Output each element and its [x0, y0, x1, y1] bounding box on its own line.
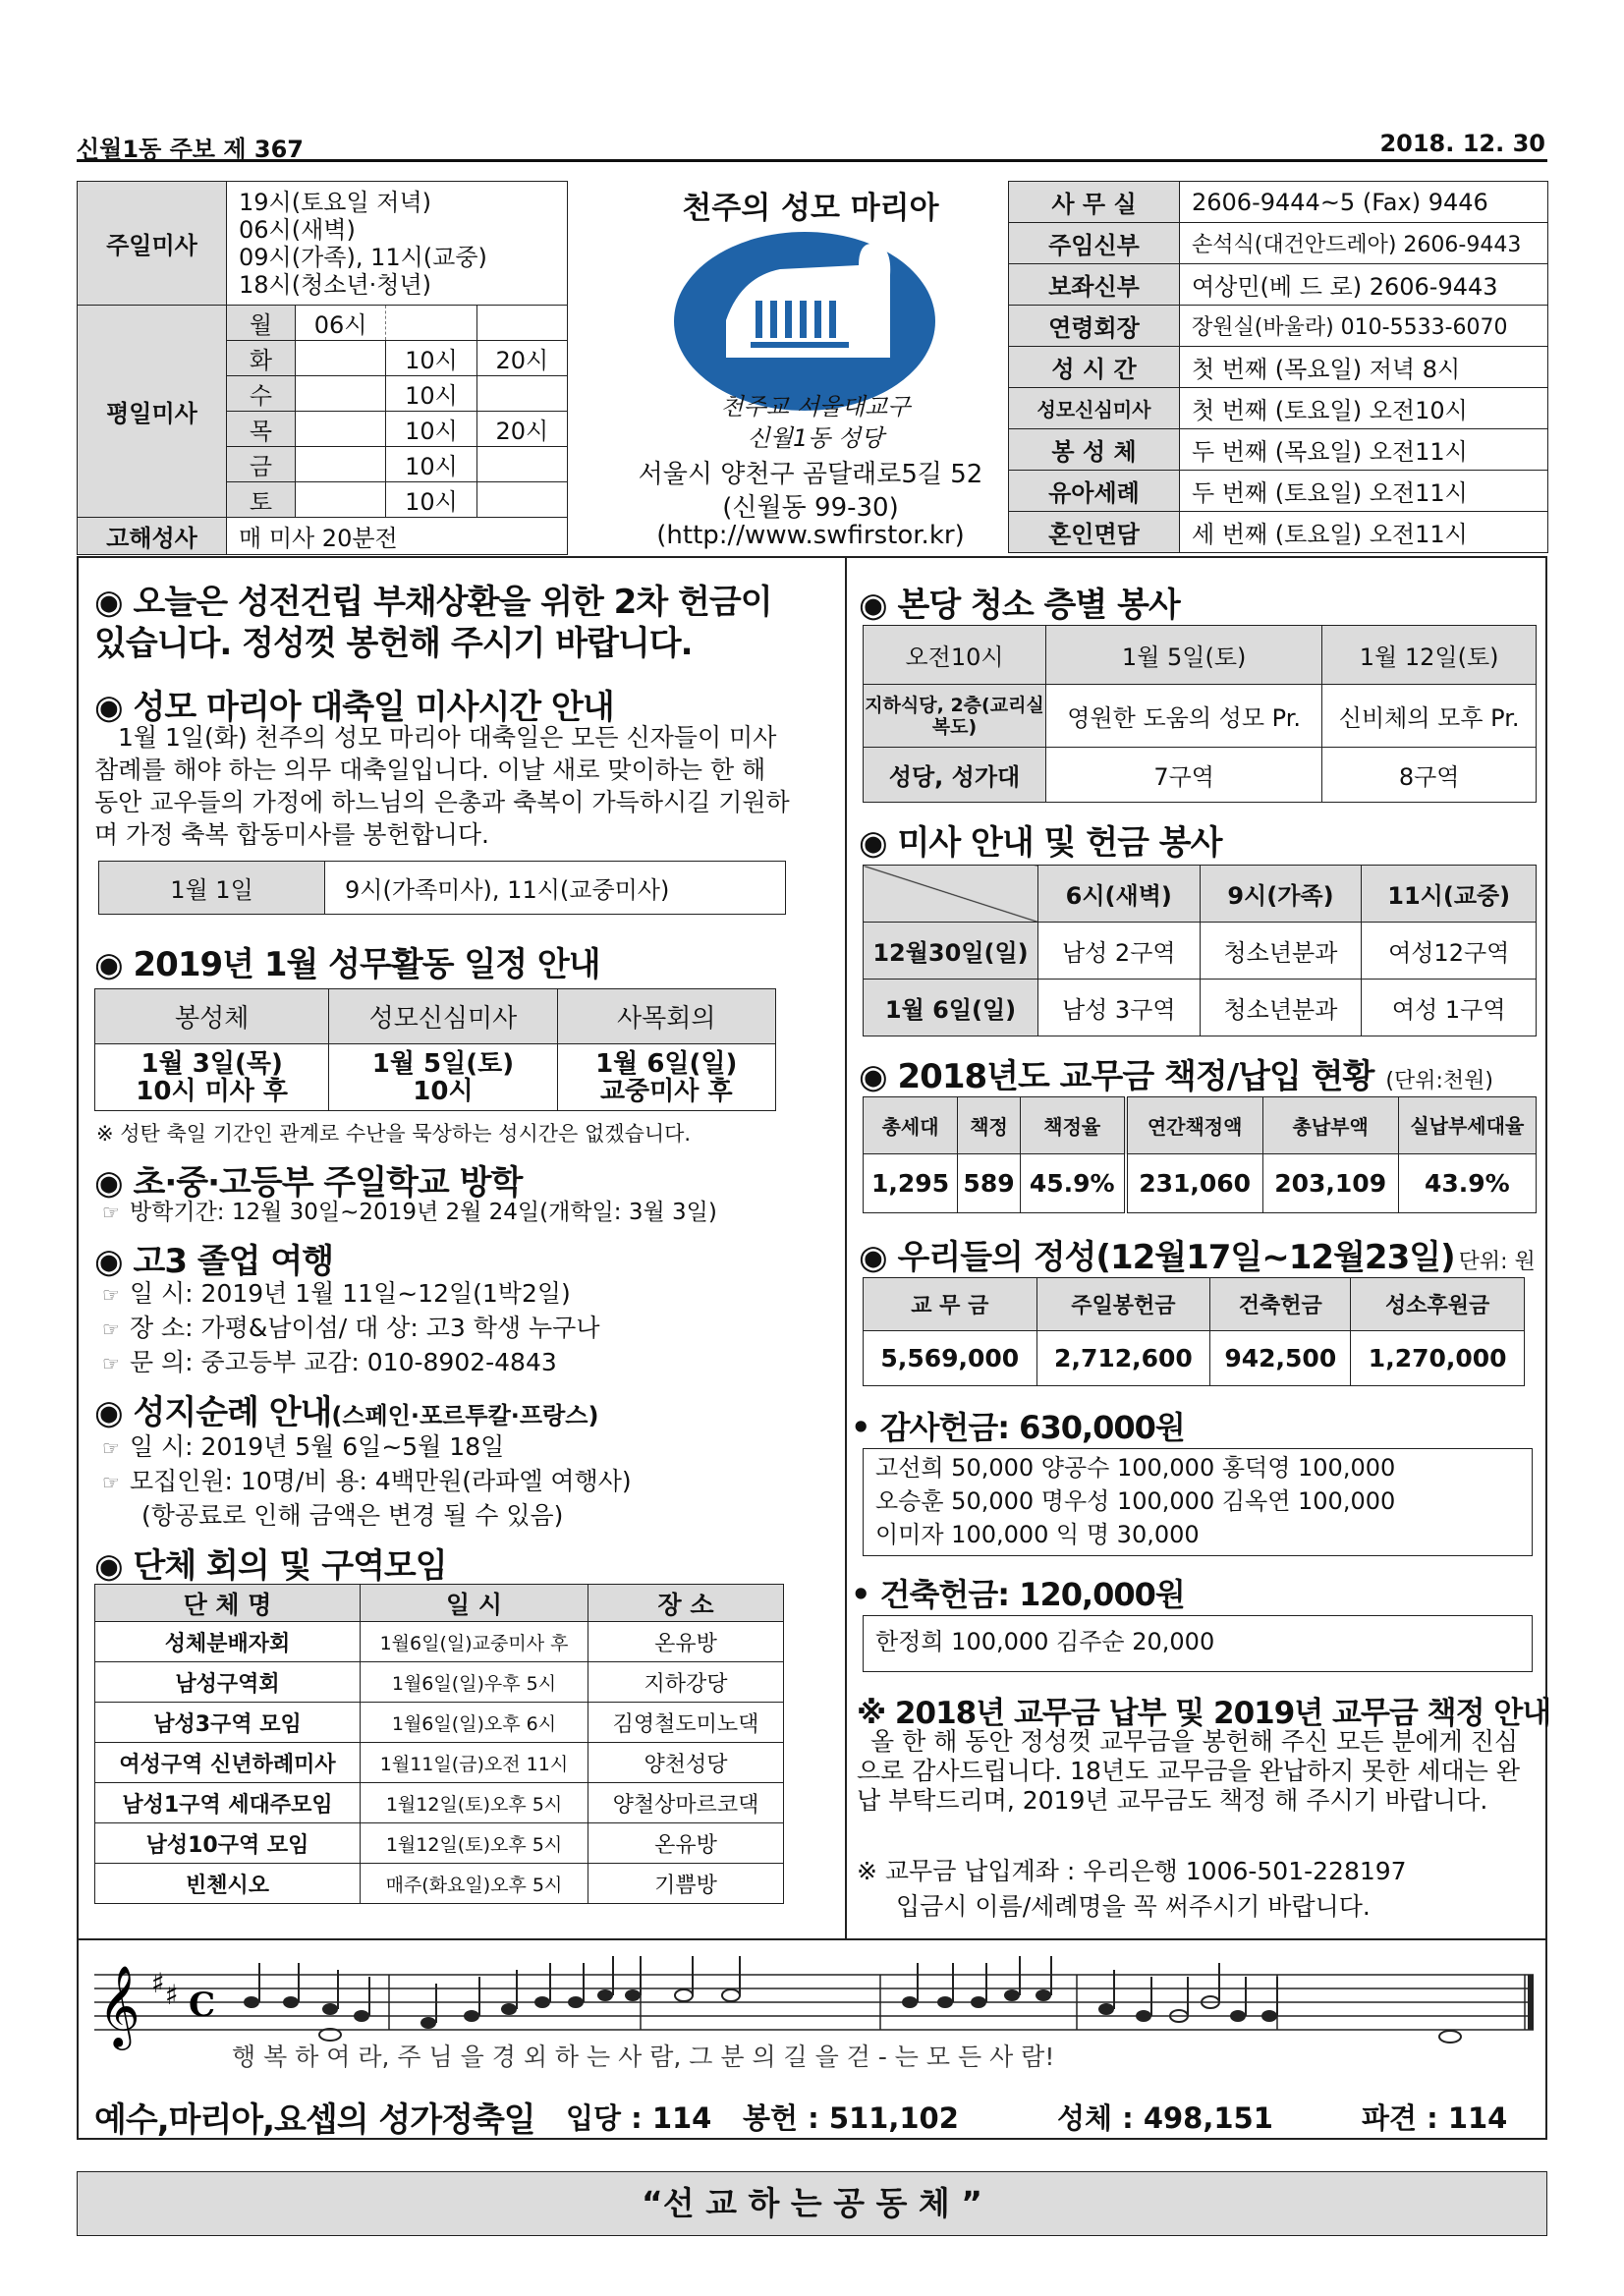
tithe-head: 연간책정액 — [1126, 1097, 1263, 1154]
weekday-day: 토 — [227, 482, 296, 518]
meeting-group: 남성10구역 모임 — [95, 1823, 361, 1864]
weekday-time — [296, 447, 386, 482]
meeting-time: 1월12일(토)오후 5시 — [361, 1823, 588, 1864]
svg-text:♯: ♯ — [165, 1979, 179, 2011]
offering-amount: 5,569,000 — [864, 1331, 1037, 1386]
offering-group: 여성 1구역 — [1362, 980, 1537, 1036]
office-key: 혼인면담 — [1009, 512, 1180, 553]
tithe-value: 1,295 — [864, 1154, 958, 1213]
tithe-account-note: 입금시 이름/세례명을 꼭 써주시기 바랍니다. — [896, 1892, 1371, 1921]
cleaning-area: 지하식당, 2층(교리실복도) — [864, 685, 1046, 748]
parish-url: (http://www.swfirstor.kr) — [656, 521, 965, 550]
logo-sign-2: 신월1동 성당 — [747, 424, 884, 452]
building-offering-box — [863, 1615, 1533, 1672]
cleaning-head: 1월 12일(토) — [1322, 626, 1537, 685]
sunday-time: 18시(청소년·청년) — [239, 270, 431, 299]
offering-type: 주일봉헌금 — [1036, 1278, 1210, 1331]
meeting-group: 남성3구역 모임 — [95, 1703, 361, 1743]
offering-amount: 942,500 — [1210, 1331, 1351, 1386]
weekday-time: 10시 — [386, 482, 476, 518]
weekly-offerings-unit: 단위: 원 — [1458, 1250, 1536, 1274]
weekday-time: 20시 — [476, 412, 567, 447]
parish-logo — [672, 230, 937, 413]
tithe-notice-heading: ※ 2018년 교무금 납부 및 2019년 교무금 책정 안내 — [857, 1696, 1551, 1731]
offering-amount: 1,270,000 — [1351, 1331, 1525, 1386]
meeting-group: 빈첸시오 — [95, 1864, 361, 1904]
bulletin-issue: 신월1동 주보 제 367 — [77, 136, 304, 163]
senior-trip-lines: ☞ 일 시: 2019년 1월 11일~12일(1박2일) ☞ 장 소: 가평&남이섬/ 대 상: 고3 학생 누구나 ☞ 문 의: 중고등부 교감: 010-8902-4843 — [102, 1279, 600, 1376]
meeting-place: 양천성당 — [588, 1743, 784, 1783]
mass-offering-table — [863, 865, 1537, 1036]
meeting-group: 성체분배자회 — [95, 1622, 361, 1662]
offertory-hymn: 봉헌 : 511,102 — [743, 2101, 959, 2135]
pilgrimage-heading — [94, 1385, 598, 1433]
meeting-head: 단 체 명 — [95, 1585, 361, 1622]
office-info-table — [1008, 181, 1548, 553]
confession-label: 고해성사 — [78, 518, 227, 555]
weekday-time: 20시 — [476, 341, 567, 376]
weekday-mass-label: 평일미사 — [78, 306, 227, 518]
office-key: 보좌신부 — [1009, 264, 1180, 306]
new-year-times: 9시(가족미사), 11시(교중미사) — [325, 862, 786, 915]
holy-hour-note: ※ 성탄 축일 기간인 관계로 수난을 묵상하는 성시간은 없겠습니다. — [96, 1122, 692, 1146]
january-schedule-table — [94, 988, 776, 1111]
meeting-place: 온유방 — [588, 1823, 784, 1864]
meeting-time: 1월6일(일)우후 5시 — [361, 1662, 588, 1703]
office-value: 여상민(베 드 로) 2606-9443 — [1180, 264, 1548, 306]
office-key: 성 시 간 — [1009, 347, 1180, 388]
meeting-head: 장 소 — [588, 1585, 784, 1622]
meeting-time: 1월11일(금)오전 11시 — [361, 1743, 588, 1783]
office-value: 세 번째 (토요일) 오전11시 — [1180, 512, 1548, 553]
tithe-value: 45.9% — [1020, 1154, 1125, 1213]
marian-feast-heading: ◉ 성모 마리아 대축일 미사시간 안내 — [94, 688, 614, 727]
office-key: 성모신심미사 — [1009, 388, 1180, 429]
cleaning-heading: ◉ 본당 청소 층별 봉사 — [859, 586, 1180, 625]
thanks-offering-heading: • 감사헌금: 630,000원 — [851, 1409, 1185, 1446]
meeting-place: 양철상마르코댁 — [588, 1783, 784, 1823]
offering-type: 성소후원금 — [1351, 1278, 1525, 1331]
january-schedule-heading: ◉ 2019년 1월 성무활동 일정 안내 — [94, 945, 600, 984]
cleaning-group: 영원한 도움의 성모 Pr. — [1046, 685, 1322, 748]
tithe-account: ※ 교무금 납입계좌 : 우리은행 1006-501-228197 — [857, 1857, 1407, 1885]
weekday-time: 10시 — [386, 376, 476, 412]
office-value: 첫 번째 (목요일) 저녁 8시 — [1180, 347, 1548, 388]
diagonal-corner — [864, 866, 1038, 923]
meeting-place: 온유방 — [588, 1622, 784, 1662]
meeting-time: 1월6일(일)교중미사 후 — [361, 1622, 588, 1662]
weekday-day: 화 — [227, 341, 296, 376]
schedule-date: 1월 6일(일) — [595, 1048, 738, 1079]
hymn-staff — [94, 1955, 1539, 2073]
tithe-status-title: ◉ 2018년도 교무금 책정/납입 현황 — [859, 1057, 1374, 1096]
weekday-time — [476, 447, 567, 482]
thanks-line: 이미자 100,000 익 명 30,000 — [875, 1521, 1200, 1548]
weekday-time: 10시 — [386, 412, 476, 447]
cleaning-area: 성당, 성가대 — [864, 748, 1046, 803]
weekday-time — [476, 306, 567, 341]
thanks-offering-box — [863, 1448, 1533, 1556]
cleaning-group: 8구역 — [1322, 748, 1537, 803]
building-line: 한정희 100,000 김주순 20,000 — [875, 1628, 1215, 1655]
building-offering-heading: • 건축헌금: 120,000원 — [851, 1576, 1185, 1613]
tithe-value: 203,109 — [1262, 1154, 1398, 1213]
weekday-time — [476, 482, 567, 518]
header-rule — [77, 159, 1547, 162]
trip-line: 장 소: 가평&남이섬/ 대 상: 고3 학생 누구나 — [129, 1314, 600, 1342]
cleaning-group: 신비체의 모후 Pr. — [1322, 685, 1537, 748]
office-key: 봉 성 체 — [1009, 429, 1180, 471]
new-year-mass-table — [98, 861, 786, 915]
entrance-hymn: 입당 : 114 — [566, 2101, 712, 2135]
office-value: 장원실(바울라) 010-5533-6070 — [1180, 306, 1548, 347]
cleaning-head: 1월 5일(토) — [1046, 626, 1322, 685]
meeting-group: 여성구역 신년하례미사 — [95, 1743, 361, 1783]
recessional-hymn: 파견 : 114 — [1362, 2101, 1508, 2135]
weekday-time: 10시 — [386, 341, 476, 376]
group-meetings-table — [94, 1584, 784, 1904]
weekday-time — [296, 376, 386, 412]
meeting-time: 1월6일(일)오후 6시 — [361, 1703, 588, 1743]
senior-trip-heading: ◉ 고3 졸업 여행 — [94, 1242, 334, 1281]
school-vacation-heading: ◉ 초·중·고등부 주일학교 방학 — [94, 1163, 523, 1203]
weekday-day: 금 — [227, 447, 296, 482]
new-year-date: 1월 1일 — [99, 862, 325, 915]
meeting-group: 남성1구역 세대주모임 — [95, 1783, 361, 1823]
schedule-time: 10시 미사 후 — [136, 1076, 289, 1106]
group-meetings-heading: ◉ 단체 회의 및 구역모임 — [94, 1546, 447, 1586]
thanks-line: 오승훈 50,000 명우성 100,000 김옥연 100,000 — [875, 1487, 1396, 1515]
column-divider — [845, 558, 847, 1938]
tithe-notice-body: 올 한 해 동안 정성껏 교무금을 봉헌해 주신 모든 분에게 진심으로 감사드립니다. 18년도 교무금을 완납하지 못한 세대는 완납 부탁드리며, 2019년 교무금도 책정 해 주시기 바랍니다. — [857, 1727, 1520, 1815]
feast-title: 예수,마리아,요셉의 성가정축일 — [94, 2100, 535, 2140]
meeting-place: 김영철도미노댁 — [588, 1703, 784, 1743]
school-vacation-body: ☞ 방학기간: 12월 30일~2019년 2월 24일(개학일: 3월 3일) — [102, 1200, 717, 1225]
weekday-time — [296, 341, 386, 376]
office-key: 주임신부 — [1009, 223, 1180, 264]
weekday-day: 수 — [227, 376, 296, 412]
meeting-place: 지하강당 — [588, 1662, 784, 1703]
offering-amount: 2,712,600 — [1036, 1331, 1210, 1386]
sunday-time: 06시(새벽) — [239, 215, 356, 244]
mass-offering-heading: ◉ 미사 안내 및 헌금 봉사 — [859, 823, 1222, 863]
weekly-offerings-heading — [859, 1230, 1536, 1278]
office-value: 두 번째 (목요일) 오전11시 — [1180, 429, 1548, 471]
offering-group: 남성 2구역 — [1038, 923, 1201, 980]
offering-head: 11시(교중) — [1362, 866, 1537, 923]
logo-sign-1: 천주교 서울대교구 — [720, 393, 911, 420]
tithe-head: 책정율 — [1020, 1097, 1125, 1154]
svg-text:C: C — [189, 1986, 216, 2025]
schedule-time: 10시 — [413, 1076, 474, 1106]
sunday-mass-label: 주일미사 — [78, 182, 227, 306]
offering-head: 9시(가족) — [1200, 866, 1362, 923]
sunday-time: 09시(가족), 11시(교중) — [239, 243, 487, 271]
motto-text: “선 교 하 는 공 동 체 ” — [642, 2184, 982, 2222]
weekday-day: 월 — [227, 306, 296, 341]
sunday-time: 19시(토요일 저녁) — [239, 188, 431, 216]
tithe-head: 총세대 — [864, 1097, 958, 1154]
tithe-head: 책정 — [958, 1097, 1021, 1154]
thanks-line: 고선희 50,000 양공수 100,000 홍덕영 100,000 — [875, 1454, 1396, 1482]
feast-row — [94, 2093, 1539, 2140]
weekly-offerings-title: ◉ 우리들의 정성(12월17일~12월23일) — [859, 1238, 1455, 1277]
schedule-date: 1월 3일(목) — [140, 1048, 283, 1079]
offering-type: 교 무 금 — [864, 1278, 1037, 1331]
meeting-place: 기쁨방 — [588, 1864, 784, 1904]
announcement-second-collection: ◉ 오늘은 성전건립 부채상환을 위한 2차 헌금이 있습니다. 정성껏 봉헌해 주시기 바랍니다. — [94, 583, 772, 663]
tithe-value: 589 — [958, 1154, 1021, 1213]
weekday-time — [296, 482, 386, 518]
offering-type: 건축헌금 — [1210, 1278, 1351, 1331]
tithe-head: 총납부액 — [1262, 1097, 1398, 1154]
offering-group: 청소년분과 — [1200, 923, 1362, 980]
schedule-date: 1월 5일(토) — [371, 1048, 515, 1079]
trip-line: 일 시: 2019년 1월 11일~12일(1박2일) — [129, 1279, 571, 1308]
office-value: 첫 번째 (토요일) 오전10시 — [1180, 388, 1548, 429]
office-key: 연령회장 — [1009, 306, 1180, 347]
schedule-head: 봉성체 — [95, 989, 329, 1044]
office-value: 2606-9444~5 (Fax) 9446 — [1180, 182, 1548, 223]
confession-value: 매 미사 20분전 — [227, 518, 568, 555]
pilgrimage-lines: ☞ 일 시: 2019년 5월 6일~5월 18일 ☞ 모집인원: 10명/비 용: 4백만원(라파엘 여행사) (항공료로 인해 금액은 변경 될 수 있음) — [102, 1432, 632, 1530]
meeting-time: 1월12일(토)오후 5시 — [361, 1783, 588, 1823]
meeting-group: 남성구역회 — [95, 1662, 361, 1703]
offering-date: 1월 6일(일) — [864, 980, 1038, 1036]
mass-schedule-table — [77, 181, 568, 555]
pilgrimage-title: ◉ 성지순례 안내 — [94, 1393, 332, 1432]
hymn-staff-rule — [77, 1938, 1547, 1940]
meeting-head: 일 시 — [361, 1585, 588, 1622]
cleaning-head: 오전10시 — [864, 626, 1046, 685]
offering-group: 청소년분과 — [1200, 980, 1362, 1036]
trip-line: 문 의: 중고등부 교감: 010-8902-4843 — [129, 1348, 557, 1376]
schedule-head: 성모신심미사 — [329, 989, 557, 1044]
offering-group: 남성 3구역 — [1038, 980, 1201, 1036]
tithe-status-table — [863, 1096, 1537, 1213]
tithe-head: 실납부세대율 — [1398, 1097, 1536, 1154]
hymn-lyrics: 행 복 하 여 라, 주 님 을 경 외 하 는 사 람, 그 분 의 길 을 걷 - 는 모 든 사 람! — [232, 2043, 1055, 2071]
schedule-time: 교중미사 후 — [599, 1076, 733, 1106]
pilgrimage-countries: (스페인·포르투칼·프랑스) — [331, 1402, 599, 1429]
pilgrimage-line: 모집인원: 10명/비 용: 4백만원(라파엘 여행사) — [129, 1467, 632, 1495]
parish-title: 천주의 성모 마리아 — [682, 191, 939, 226]
svg-text:𝄞: 𝄞 — [98, 1964, 140, 2046]
weekday-time: 10시 — [386, 447, 476, 482]
pilgrimage-line: 일 시: 2019년 5월 6일~5월 18일 — [129, 1432, 505, 1461]
marian-feast-body: 1월 1일(화) 천주의 성모 마리아 대축일은 모든 신자들이 미사 참례를 해야 하는 의무 대축일입니다. 이날 새로 맞이하는 한 해 동안 교우들의 가정에 하느님의 은총과 축복이 가득하시길 기원하며 가정 축복 합동미사를 봉헌합니다. — [94, 723, 790, 849]
schedule-head: 사목회의 — [557, 989, 775, 1044]
tithe-value: 43.9% — [1398, 1154, 1536, 1213]
offering-head: 6시(새벽) — [1038, 866, 1201, 923]
offering-date: 12월30일(일) — [864, 923, 1038, 980]
cleaning-table — [863, 625, 1537, 803]
bulletin-date: 2018. 12. 30 — [1379, 130, 1545, 157]
weekday-time — [386, 306, 476, 341]
weekday-time: 06시 — [296, 306, 386, 341]
communion-hymn: 성체 : 498,151 — [1057, 2101, 1273, 2135]
weekly-offerings-table — [863, 1277, 1525, 1386]
parish-address: 서울시 양천구 곰달래로5길 52 — [638, 460, 983, 489]
meeting-time: 매주(화요일)오후 5시 — [361, 1864, 588, 1904]
office-value: 두 번째 (토요일) 오전11시 — [1180, 471, 1548, 512]
pilgrimage-line: (항공료로 인해 금액은 변경 될 수 있음) — [141, 1501, 564, 1530]
weekday-time — [476, 376, 567, 412]
tithe-status-unit: (단위:천원) — [1385, 1069, 1493, 1093]
motto-bar — [77, 2171, 1547, 2236]
school-vacation-text: 방학기간: 12월 30일~2019년 2월 24일(개학일: 3월 3일) — [129, 1200, 717, 1225]
svg-text:♯: ♯ — [151, 1967, 165, 1999]
tithe-value: 231,060 — [1126, 1154, 1263, 1213]
office-value: 손석식(대건안드레아) 2606-9443 — [1180, 223, 1548, 264]
office-key: 사 무 실 — [1009, 182, 1180, 223]
tithe-status-heading — [859, 1049, 1493, 1097]
weekday-day: 목 — [227, 412, 296, 447]
office-key: 유아세례 — [1009, 471, 1180, 512]
cleaning-group: 7구역 — [1046, 748, 1322, 803]
weekday-time — [296, 412, 386, 447]
offering-group: 여성12구역 — [1362, 923, 1537, 980]
parish-address-old: (신월동 99-30) — [722, 493, 899, 523]
